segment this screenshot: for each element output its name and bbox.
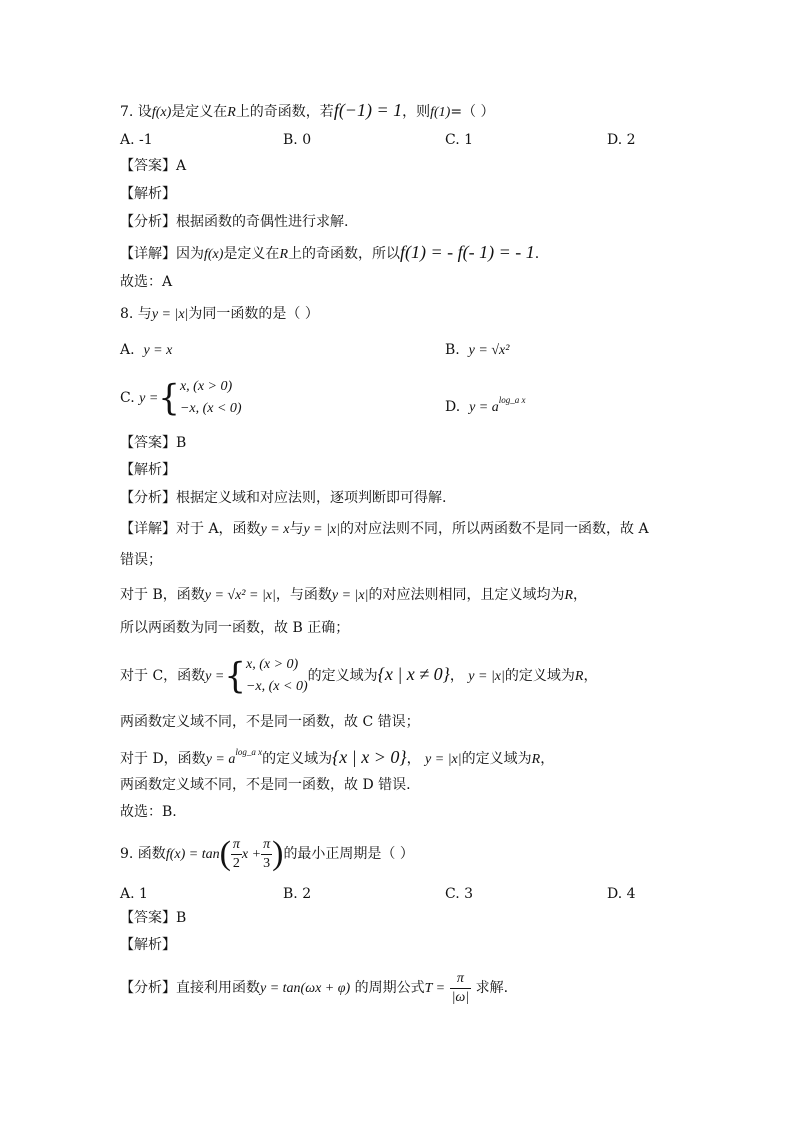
q7-condition: f(−1) = 1 — [333, 100, 403, 120]
q8-detail-text: ，与函数 — [275, 587, 332, 603]
q9-fenxi-math: y = tan(ωx + φ) — [260, 981, 351, 996]
q8-detail-set: {x | x ≠ 0} — [377, 664, 450, 684]
q8-detail-text: ， — [449, 668, 464, 684]
q8-option-d-label: D. — [445, 399, 461, 415]
q7-option-a: A. -1 — [120, 132, 153, 148]
q9-jiexi: 【解析】 — [120, 937, 176, 953]
q8-detail-a — [120, 519, 649, 540]
q8-detail-R: R — [574, 669, 584, 684]
q8-detail-a-cont: 错误； — [120, 552, 162, 568]
q8-detail-case-1: x, (x > 0) — [245, 657, 299, 672]
q8-option-c-label: C. — [120, 390, 135, 406]
q8-detail-text: 的定义域为 — [262, 751, 333, 767]
q9-left-paren: ( — [219, 835, 231, 872]
q8-stem-text: 为同一函数的是（ ） — [188, 306, 319, 322]
q8-option-a-label: A. — [120, 342, 135, 358]
q8-detail-exponent: log_a x — [235, 747, 263, 757]
q7-text: 上的奇函数，若 — [235, 104, 334, 120]
q8-detail-text: 的对应法则相同，且定义域均为 — [368, 587, 565, 603]
q7-jiexi: 【解析】 — [120, 186, 176, 202]
q7-detail-text: 【详解】因为 — [120, 246, 204, 262]
q8-answer: 【答案】B — [120, 435, 187, 451]
q8-detail-R: R — [531, 752, 541, 767]
q8-detail-cases — [246, 654, 308, 698]
q9-function: f(x) = tan — [165, 847, 220, 862]
q9-option-d: D. 4 — [607, 886, 636, 902]
q9-number: 9. 函数 — [120, 846, 166, 862]
q9-frac-2 — [261, 836, 272, 873]
q8-detail-text: 【详解】对于 A，函数 — [120, 521, 261, 537]
q9-fenxi — [120, 966, 508, 1011]
q9-fenxi-text: 求解. — [475, 980, 509, 996]
q9-period-num: π — [450, 970, 472, 989]
q7-detail-fx: f(x) — [204, 247, 224, 262]
q8-option-c — [120, 376, 242, 421]
q8-case-2: −x, (x < 0) — [179, 401, 242, 416]
q9-right-paren: ) — [272, 835, 284, 872]
q8-detail-text: 的定义域为 — [504, 668, 575, 684]
q8-detail-text: ， — [573, 587, 588, 603]
q8-detail-math: y = |x| — [331, 588, 369, 603]
q7-number: 7. 设 — [120, 104, 152, 120]
q8-option-a — [120, 340, 172, 361]
q8-detail-text: 对于 C，函数 — [120, 668, 206, 684]
q8-detail-brace: { — [224, 655, 246, 697]
q8-stem-equation: y = |x| — [151, 307, 189, 322]
q7-paren: =（ ） — [450, 104, 495, 120]
q8-option-a-math: y = x — [143, 343, 173, 358]
q9-option-c: C. 3 — [445, 886, 474, 902]
q7-detail-R: R — [279, 247, 288, 262]
q9-period-frac — [450, 970, 472, 1007]
q7-option-c: C. 1 — [445, 132, 474, 148]
q7-detail-text: . — [534, 246, 540, 262]
q8-detail-text: 对于 B，函数 — [120, 587, 205, 603]
q8-detail-b-cont: 所以两函数为同一函数，故 B 正确； — [120, 620, 350, 636]
q7-detail-equation: f(1) = - f(- 1) = - 1 — [400, 242, 535, 262]
q7-ask: f(1) — [430, 105, 451, 120]
q8-option-c-cases — [180, 376, 242, 420]
q8-detail-math: y = x — [260, 522, 290, 537]
q8-stem — [120, 304, 319, 325]
q8-choose: 故选：B. — [120, 804, 177, 820]
q7-text: 是定义在 — [171, 104, 228, 120]
q8-detail-c-cont: 两函数定义域不同，不是同一函数，故 C 错误； — [120, 714, 420, 730]
q9-stem-text: 的最小正周期是（ ） — [283, 846, 414, 862]
q9-frac-2-num: π — [261, 836, 272, 855]
q8-detail-set: {x | x > 0} — [332, 747, 407, 767]
q8-option-b-math: y = √x² — [468, 343, 510, 358]
q7-option-d: D. 2 — [607, 132, 636, 148]
q8-detail-d-cont: 两函数定义域不同，不是同一函数，故 D 错误. — [120, 777, 411, 793]
q8-option-d-math: y = a — [469, 400, 499, 415]
q9-fenxi-text: 【分析】直接利用函数 — [120, 980, 260, 996]
q9-option-a: A. 1 — [120, 886, 148, 902]
q8-detail-text: 的对应法则不同，所以两函数不是同一函数，故 A — [340, 521, 649, 537]
q9-answer: 【答案】B — [120, 910, 187, 926]
q8-option-b — [445, 340, 509, 361]
q9-stem — [120, 832, 414, 877]
q8-detail-text: ， — [406, 751, 421, 767]
q9-fenxi-text: 的周期公式 — [354, 980, 425, 996]
q9-frac-2-den: 3 — [263, 855, 271, 871]
q8-case-1: x, (x > 0) — [179, 379, 233, 394]
q8-option-d-exponent: log_a x — [498, 395, 526, 405]
q7-detail — [120, 242, 539, 265]
q7-fenxi: 【分析】根据函数的奇偶性进行求解. — [120, 214, 349, 230]
q9-period-den: |ω| — [451, 989, 470, 1005]
q8-detail-R: R — [564, 588, 574, 603]
q9-x-plus: x + — [241, 847, 262, 862]
q8-detail-b — [120, 585, 587, 606]
q9-frac-1-den: 2 — [232, 855, 240, 871]
q8-jiexi: 【解析】 — [120, 462, 176, 478]
q7-option-b: B. 0 — [283, 132, 312, 148]
q7-choose: 故选：A — [120, 274, 173, 290]
q7-stem — [120, 100, 495, 123]
q8-detail-text: ， — [540, 751, 555, 767]
q9-frac-1-num: π — [231, 836, 242, 855]
q7-answer: 【答案】A — [120, 158, 187, 174]
q8-option-d — [445, 390, 526, 418]
q8-detail-text: 的定义域为 — [307, 668, 378, 684]
q8-detail-case-2: −x, (x < 0) — [245, 679, 308, 694]
q8-option-b-label: B. — [445, 342, 460, 358]
q9-period-T: T = — [424, 981, 446, 996]
q8-detail-math: y = |x| — [468, 669, 505, 684]
q8-option-c-y: y = — [139, 391, 159, 406]
q8-detail-d — [120, 742, 554, 770]
q8-detail-math: y = a — [205, 752, 236, 767]
q9-frac-1 — [231, 836, 242, 873]
q8-detail-y: y = — [205, 669, 225, 684]
q7-detail-text: 是定义在 — [223, 246, 280, 262]
q8-option-c-brace: { — [158, 377, 180, 419]
q8-detail-text: ， — [583, 668, 598, 684]
q8-detail-text: 对于 D，函数 — [120, 751, 206, 767]
q8-number: 8. 与 — [120, 306, 152, 322]
q8-detail-text: 与 — [289, 521, 304, 537]
q8-detail-c — [120, 652, 597, 699]
q7-R: R — [227, 105, 236, 120]
q8-fenxi: 【分析】根据定义域和对应法则，逐项判断即可得解. — [120, 490, 447, 506]
q9-option-b: B. 2 — [283, 886, 312, 902]
q7-detail-text: 上的奇函数，所以 — [288, 246, 400, 262]
q7-text: ，则 — [402, 104, 431, 120]
q8-detail-text: 的定义域为 — [461, 751, 532, 767]
q8-detail-math: y = |x| — [303, 522, 341, 537]
q7-fx: f(x) — [151, 105, 172, 120]
q8-detail-math: y = |x| — [425, 752, 462, 767]
q8-detail-math: y = √x² = |x| — [204, 588, 276, 603]
